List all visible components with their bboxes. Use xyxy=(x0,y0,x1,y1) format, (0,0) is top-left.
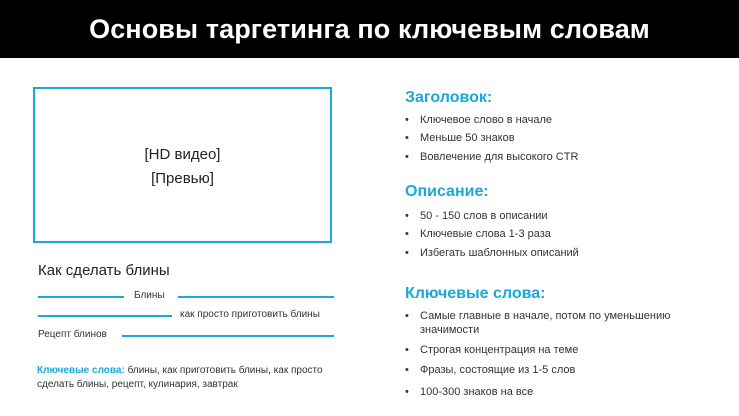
description-text-1: Блины xyxy=(134,290,165,301)
video-preview[interactable] xyxy=(33,87,332,243)
header-bar xyxy=(0,0,739,58)
description-line xyxy=(178,296,334,298)
section-title-description: Описание: xyxy=(405,183,489,200)
keywords-text: блины, как приготовить блины, как просто сделать блины, рецепт, кулинария, завтрак xyxy=(37,365,323,390)
video-title: Как сделать блины xyxy=(38,262,170,279)
keywords-block xyxy=(37,364,347,392)
description-line xyxy=(38,296,124,298)
keywords-label: Ключевые слова: xyxy=(37,365,125,376)
description-line xyxy=(122,335,334,337)
section-title-heading: Заголовок: xyxy=(405,89,493,106)
bullet-icon: • xyxy=(405,114,409,126)
bullet-icon: • xyxy=(405,247,409,259)
video-label-hd: [HD видео] xyxy=(144,146,221,163)
bullet-icon: • xyxy=(405,132,409,144)
bullet-icon: • xyxy=(405,344,409,356)
description-text-2: как просто приготовить блины xyxy=(180,309,320,320)
description-text-3: Рецепт блинов xyxy=(38,329,107,340)
bullet-icon: • xyxy=(405,151,409,163)
video-label-preview: [Превью] xyxy=(151,170,214,187)
bullet-icon: • xyxy=(405,228,409,240)
bullet-icon: • xyxy=(405,386,409,398)
description-line xyxy=(38,315,172,317)
bullet-icon: • xyxy=(405,310,409,322)
bullet-icon: • xyxy=(405,364,409,376)
section-title-keywords: Ключевые слова: xyxy=(405,285,546,302)
page-title: Основы таргетинга по ключевым словам xyxy=(89,14,650,44)
bullet-icon: • xyxy=(405,210,409,222)
